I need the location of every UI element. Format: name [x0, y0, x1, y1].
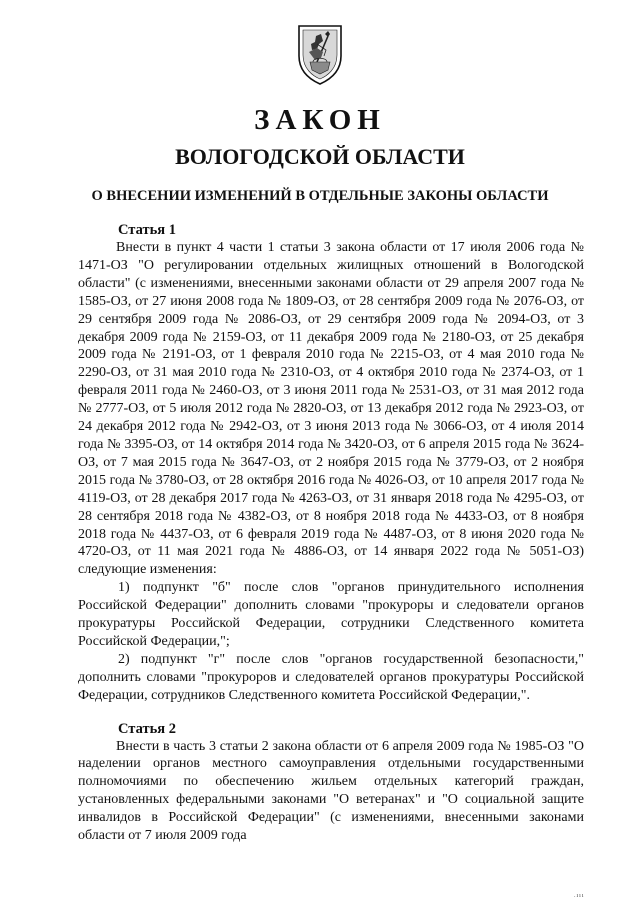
region-title: ВОЛОГОДСКОЙ ОБЛАСТИ — [175, 144, 465, 169]
article — [78, 721, 584, 845]
law-body — [78, 222, 584, 845]
article-heading: Статья 2 — [118, 720, 176, 737]
article-paragraph: Внести в часть 3 статьи 2 закона области от 6 апреля 2009 года № 1985-ОЗ "О наделении органов местного самоуправления отдельными государственными полномочиями по обеспечению жильем отдельных категорий граждан, установленных федеральными законами "О ветеранах" и "О социальной защите инвалидов в Российской Федерации" (с изменениями, внесенными законами области от 7 июля 2009 года — [78, 738, 584, 844]
article-subparagraph: 2) подпункт "г" после слов "органов государственной безопасности," дополнить словами "прокуроров и следователей органов прокуратуры Российской Федерации, сотрудников Следственного комитета Российской Федерации,". — [78, 651, 584, 703]
article-heading: Статья 1 — [118, 222, 176, 238]
law-subject: О ВНЕСЕНИИ ИЗМЕНЕНИЙ В ОТДЕЛЬНЫЕ ЗАКОНЫ ОБЛАСТИ — [91, 188, 549, 204]
page-mark: .ııı — [574, 893, 585, 899]
coat-of-arms-icon — [295, 22, 345, 86]
law-title: ЗАКОН — [254, 104, 386, 136]
article-subparagraph: 1) подпункт "б" после слов "органов принудительного исполнения Российской Федерации" дополнить словами "прокуроры и следователи органов прокуратуры Российской Федерации, сотрудники Следственного комитета Российской Федерации,"; — [78, 580, 584, 649]
article — [78, 222, 584, 705]
article-paragraph: Внести в пункт 4 части 1 статьи 3 закона области от 17 июля 2006 года № 1471-ОЗ "О регулировании отдельных жилищных отношений в Вологодской области" (с изменениями, внесенными законами области от 29 апреля 2007 года № 1585-ОЗ, от 27 июня 2008 года № 1809-ОЗ, от 28 сентября 2009 года № 2076-ОЗ, от 29 сентября 2009 года № 2086-ОЗ, от 29 сентября 2009 года № 2094-ОЗ, от 3 декабря 2009 года № 2159-ОЗ, от 11 декабря 2009 года № 2180-ОЗ, от 25 декабря 2009 года № 2191-ОЗ, от 1 февраля 2010 года № 2215-ОЗ, от 4 мая 2010 года № 2290-ОЗ, от 31 мая 2010 года № 2310-ОЗ, от 4 октября 2010 года № 2374-ОЗ, от 1 февраля 2011 года № 2460-ОЗ, от 3 июня 2011 года № 2531-ОЗ, от 31 мая 2012 года № 2777-ОЗ, от 5 июля 2012 года № 2820-ОЗ, от 13 декабря 2012 года № 2923-ОЗ, от 24 декабря 2012 года № 2942-ОЗ, от 3 июня 2013 года № 3066-ОЗ, от 4 июля 2014 года № 3395-ОЗ, от 14 октября 2014 года № 3420-ОЗ, от 6 апреля 2015 года № 3624-ОЗ, от 7 мая 2015 года № 3647-ОЗ, от 2 ноября 2015 года № 3779-ОЗ, от 2 ноября 2015 года № 3780-ОЗ, от 28 октября 2016 года № 4026-ОЗ, от 10 апреля 2017 года № 4119-ОЗ, от 28 декабря 2017 года № 4263-ОЗ, от 31 января 2018 года № 4295-ОЗ, от 28 сентября 2018 года № 4382-ОЗ, от 8 ноября 2018 года № 4433-ОЗ, от 8 ноября 2018 года № 4437-ОЗ, от 6 февраля 2019 года № 4487-ОЗ, от 8 июня 2020 года № 4720-ОЗ, от 11 мая 2021 года № 4886-ОЗ, от 14 января 2022 года № 5051-ОЗ) следующие изменения: — [78, 240, 584, 578]
spacer — [78, 705, 584, 721]
